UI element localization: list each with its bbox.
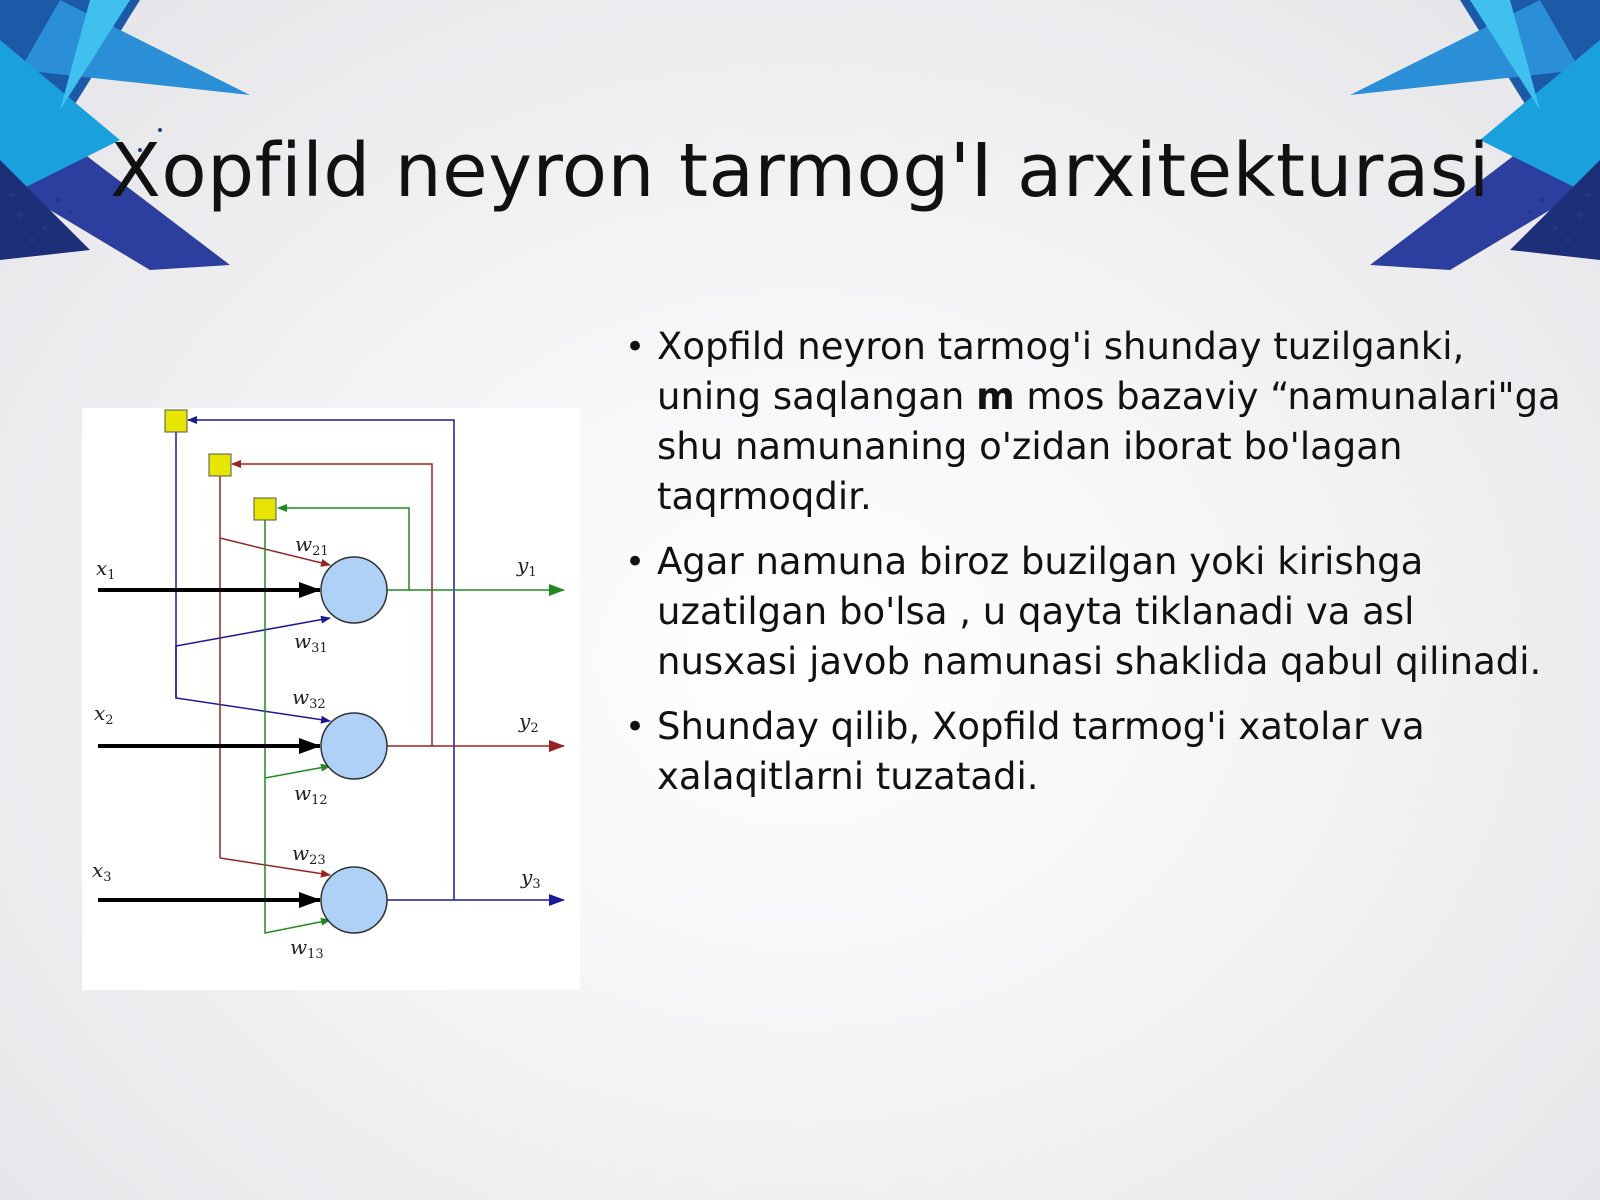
delay-unit-3 (254, 498, 276, 520)
bullet-item-2: • Agar namuna biroz buzilgan yoki kirishga uzatilgan bo'lsa , u qayta tiklanadi va asl nusxasi javob namunasi shaklida qabul qilinadi. (625, 537, 1565, 687)
input-label-x2: $x_2$ (94, 701, 114, 728)
bullet-list (625, 322, 1565, 817)
output-label-y1: $y_1$ (517, 553, 537, 580)
bullet-bold-m: m (976, 375, 1015, 418)
weight-label-w21: $w_{21}$ (295, 532, 329, 559)
output-label-y3: $y_3$ (521, 865, 541, 892)
weight-label-w13: $w_{13}$ (290, 935, 324, 962)
hopfield-network-diagram (82, 408, 580, 990)
output-label-y2: $y_2$ (519, 709, 539, 736)
delay-unit-2 (209, 454, 231, 476)
weight-label-w23: $w_{23}$ (292, 841, 326, 868)
weight-label-w32: $w_{32}$ (292, 685, 326, 712)
slide-title: Xopfild neyron tarmog'I arxitekturasi (110, 128, 1490, 214)
hopfield-diagram-svg (82, 408, 580, 990)
feedback-line-blue (176, 420, 454, 900)
bullet-item-3: • Shunday qilib, Xopfild tarmog'i xatolar va xalaqitlarni tuzatadi. (625, 702, 1565, 802)
weight-label-w12: $w_{12}$ (294, 781, 328, 808)
neuron-3 (321, 867, 387, 933)
delay-unit-1 (165, 410, 187, 432)
feedback-line-red (220, 464, 432, 875)
neuron-1 (321, 557, 387, 623)
input-label-x3: $x_3$ (92, 858, 112, 885)
weight-label-w31: $w_{31}$ (294, 629, 328, 656)
neuron-2 (321, 713, 387, 779)
input-label-x1: $x_1$ (96, 556, 116, 583)
bullet-item-1: • Xopfild neyron tarmog'i shunday tuzilganki, uning saqlangan m mos bazaviy “namunalari"ga shu namunaning o'zidan iborat bo'lagan taqrmoqdir. (625, 322, 1565, 522)
